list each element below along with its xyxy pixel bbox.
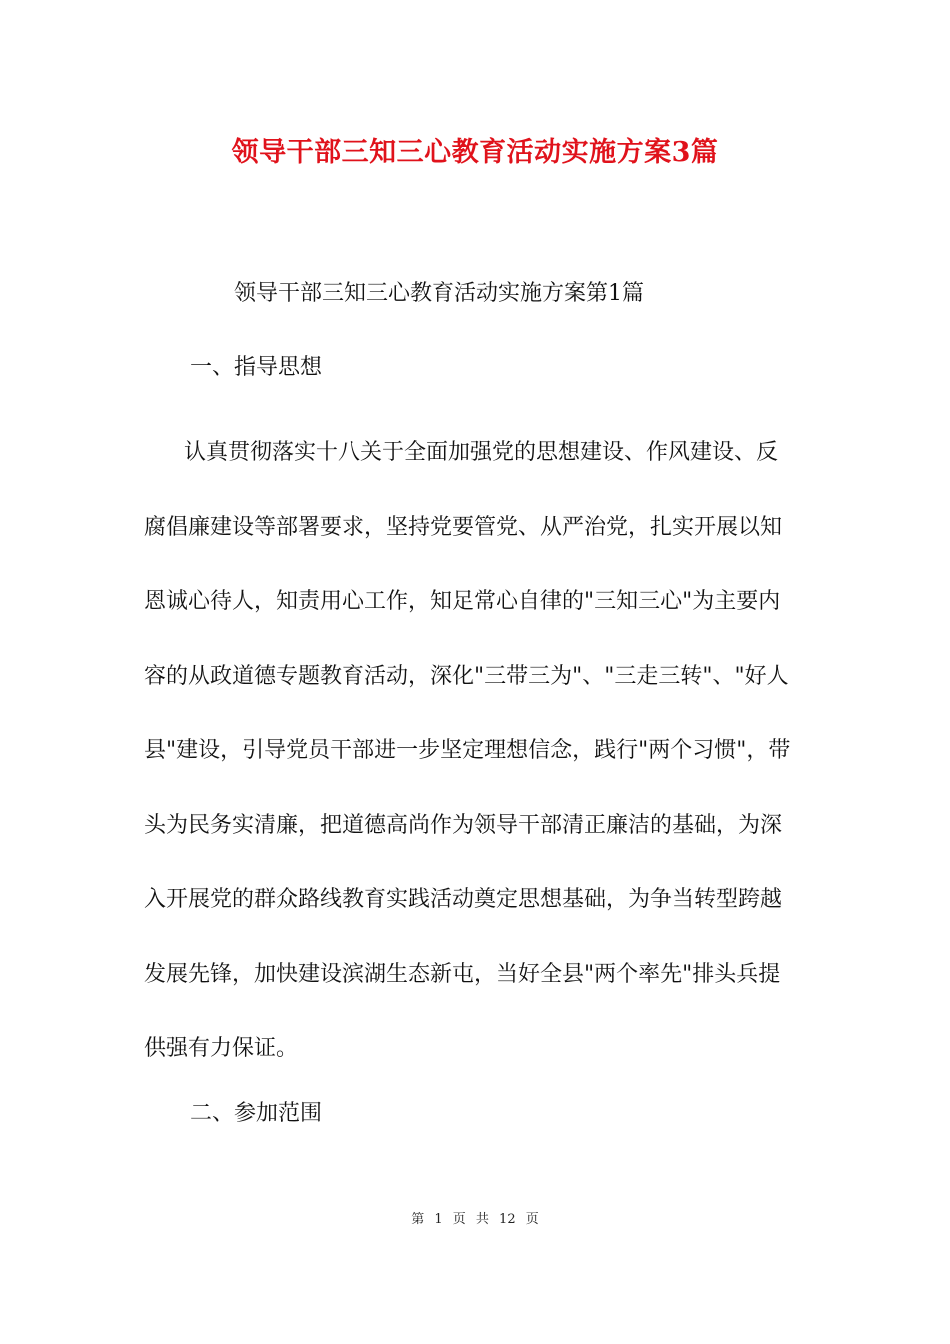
paragraph-line: 腐倡廉建设等部署要求，坚持党要管党、从严治党，扎实开展以知 (144, 514, 783, 540)
document-title: 领导干部三知三心教育活动实施方案3篇 (231, 137, 719, 168)
paragraph-line: 供强有力保证。 (144, 1036, 299, 1061)
paragraph-line: 县"建设，引导党员干部进一步坚定理想信念，践行"两个习惯"，带 (144, 738, 791, 763)
paragraph-line: 头为民务实清廉，把道德高尚作为领导干部清正廉洁的基础，为深 (144, 812, 783, 838)
paragraph-line: 认真贯彻落实十八关于全面加强党的思想建设、作风建设、反 (184, 440, 779, 465)
paragraph-line: 发展先锋，加快建设滨湖生态新屯，当好全县"两个率先"排头兵提 (144, 961, 781, 987)
document-subtitle: 领导干部三知三心教育活动实施方案第1篇 (234, 281, 644, 306)
paragraph-line: 入开展党的群众路线教育实践活动奠定思想基础，为争当转型跨越 (144, 887, 783, 912)
section-heading-participation-scope: 二、参加范围 (190, 1101, 323, 1126)
page-footer: 第 1 页 共 12 页 (411, 1212, 539, 1227)
body-paragraph (144, 416, 806, 1087)
paragraph-line: 容的从政道德专题教育活动，深化"三带三为"、"三走三转"、"好人 (144, 663, 789, 689)
section-heading-guiding-thought: 一、指导思想 (190, 355, 323, 380)
paragraph-line: 恩诚心待人，知责用心工作，知足常心自律的"三知三心"为主要内 (144, 589, 781, 614)
